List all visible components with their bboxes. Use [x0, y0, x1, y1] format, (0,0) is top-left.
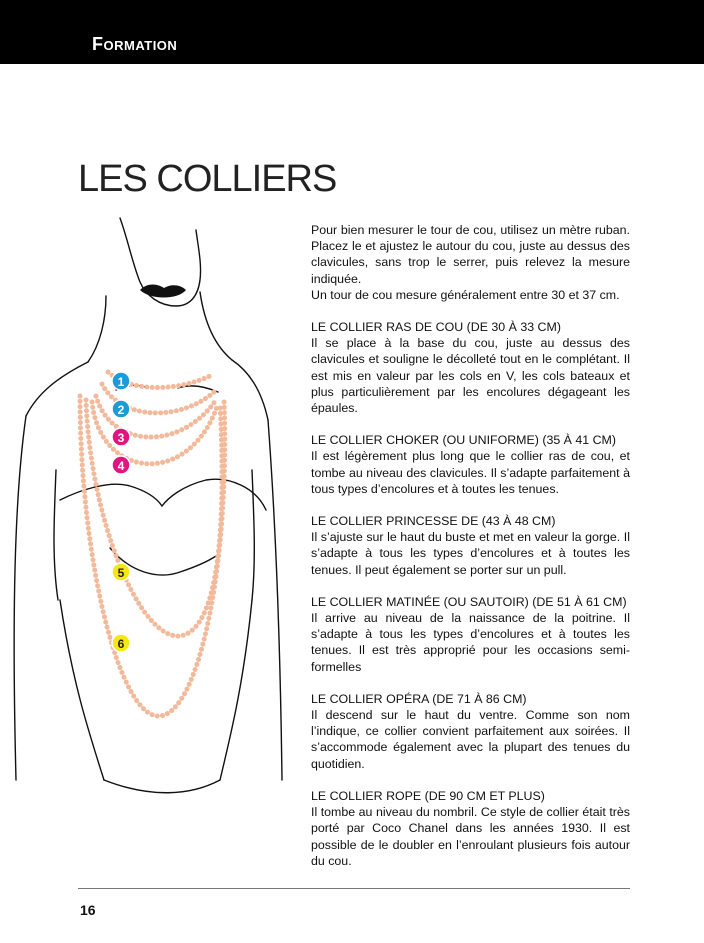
section-opera	[311, 691, 630, 772]
intro-note: Un tour de cou mesure généralement entre 30 et 37 cm.	[311, 287, 620, 302]
dress-top	[60, 479, 266, 510]
arm-left	[14, 416, 26, 780]
waist-curve	[104, 780, 220, 793]
marker-4-label: 4	[117, 459, 125, 473]
pearl-strands	[80, 372, 225, 716]
necklace-6-strand	[80, 396, 225, 716]
section-text: Il s’ajuste sur le haut du buste et met en valeur la gorge. Il s’adapte à tous les types d’encolures et à toutes les tenues. Il peut également se porter sur un pull.	[311, 530, 630, 577]
necklace-illustration	[0, 200, 310, 900]
section-title: LE COLLIER MATINÉE (OU SAUTOIR) (DE 51 À 61 CM)	[311, 594, 627, 609]
arm-right	[268, 420, 282, 780]
footer-rule	[78, 888, 630, 889]
section-text: Il arrive au niveau de la naissance de la poitrine. Il s’adapte à tous les types d’encolures et à toutes les tenues. Il est très approprié pour les occasions semi-formelles	[311, 611, 630, 674]
section-matinee	[311, 594, 630, 675]
marker-5	[112, 563, 130, 581]
text-column	[311, 222, 630, 869]
torso-right	[220, 600, 252, 780]
section-title: LE COLLIER PRINCESSE DE (43 À 48 CM)	[311, 514, 556, 529]
shoulder-right	[232, 360, 268, 420]
header-title: Formation	[92, 34, 178, 54]
marker-5-label: 5	[117, 566, 125, 580]
section-text: Il descend sur le haut du ventre. Comme son nom l’indique, ce collier convient parfaitement aux soirées. Il s’accommode également avec la plupart des tenues du quotidien.	[311, 708, 630, 771]
section-text: Il est légèrement plus long que le collier ras de cou, et tombe au niveau des clavicules. Il s’adapte parfaitement à tous types d’encolures et à toutes les tenues.	[311, 449, 630, 496]
marker-1-label: 1	[117, 375, 125, 389]
section-title: LE COLLIER RAS DE COU (DE 30 À 33 CM)	[311, 320, 561, 335]
marker-1	[112, 372, 130, 390]
markers	[112, 372, 130, 652]
marker-6-label: 6	[117, 637, 125, 651]
torso-left	[60, 600, 104, 780]
marker-3-label: 3	[117, 431, 125, 445]
section-title: LE COLLIER ROPE (DE 90 CM ET PLUS)	[311, 788, 545, 803]
section-text: Il se place à la base du cou, juste au dessus des clavicules et souligne le décolleté tout en le complétant. Il est mis en valeur par les cols en V, les cols bateaux et plus particulièrement par les encolures dégageant les épaules.	[311, 336, 630, 416]
header-bar	[0, 0, 704, 64]
section-title: LE COLLIER CHOKER (OU UNIFORME) (35 À 41 CM)	[311, 433, 616, 448]
marker-3	[112, 428, 130, 446]
marker-6	[112, 634, 130, 652]
marker-2-label: 2	[117, 403, 125, 417]
section-choker	[311, 432, 630, 497]
section-ras-de-cou	[311, 319, 630, 416]
armpit-left	[54, 470, 58, 600]
section-rope	[311, 788, 630, 869]
lips	[140, 285, 186, 298]
page-number: 16	[80, 902, 96, 918]
page-title: LES COLLIERS	[78, 158, 337, 200]
intro-paragraph: Pour bien mesurer le tour de cou, utilisez un mètre ruban. Placez le et ajustez le autour du cou, juste au dessus des clavicules, sans trop le serrer, puis relevez la mesure indiquée.	[311, 223, 630, 286]
armpit-right	[252, 470, 254, 600]
section-title: LE COLLIER OPÉRA (DE 71 À 86 CM)	[311, 691, 527, 706]
neck-left	[88, 296, 106, 362]
section-princesse	[311, 513, 630, 578]
marker-4	[112, 456, 130, 474]
section-text: Il tombe au niveau du nombril. Ce style de collier était très porté par Coco Chanel dans les années 1930. Il est possible de le doubler en l’enroulant plusieurs fois autour du cou.	[311, 805, 630, 868]
marker-2	[112, 400, 130, 418]
neck-right	[200, 292, 232, 360]
